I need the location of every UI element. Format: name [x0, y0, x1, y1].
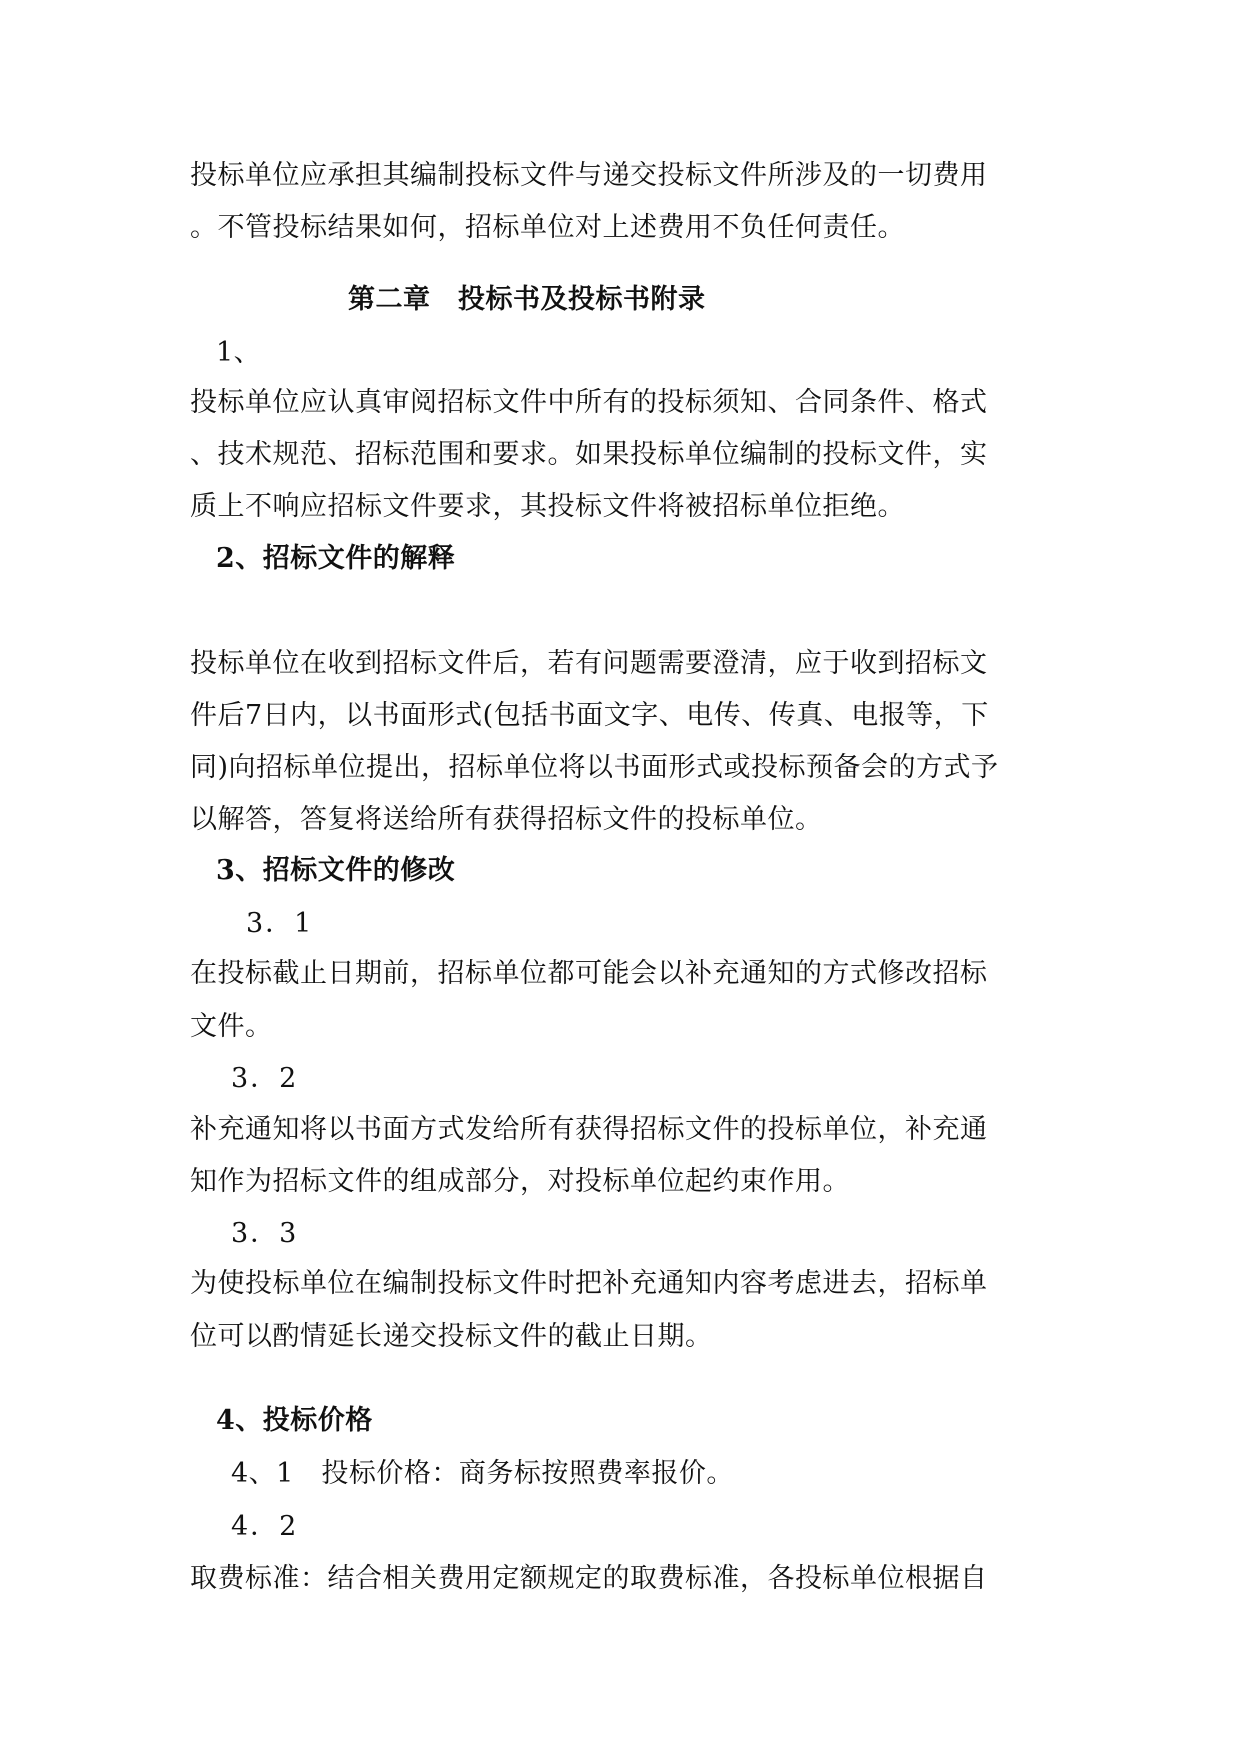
- paragraph-line: 件后7日内，以书面形式(包括书面文字、电传、传真、电报等，下: [190, 700, 989, 731]
- paragraph-line: 以解答，答复将送给所有获得招标文件的投标单位。: [190, 804, 823, 835]
- paragraph-line: 取费标准：结合相关费用定额规定的取费标准，各投标单位根据自: [190, 1563, 988, 1594]
- paragraph-line: 知作为招标文件的组成部分，对投标单位起约束作用。: [190, 1166, 850, 1197]
- paragraph-line: 投标单位在收到招标文件后，若有问题需要澄清，应于收到招标文: [190, 648, 988, 679]
- paragraph-line: 补充通知将以书面方式发给所有获得招标文件的投标单位，补充通: [190, 1114, 988, 1145]
- section-heading: 3、招标文件的修改: [216, 855, 456, 886]
- paragraph-line: 同)向招标单位提出，招标单位将以书面形式或投标预备会的方式予: [190, 752, 999, 783]
- section-heading: 4、投标价格: [216, 1405, 373, 1436]
- chapter-title: 第二章 投标书及投标书附录: [348, 284, 706, 315]
- section-number: 1、: [216, 337, 262, 368]
- paragraph-line: 投标单位应认真审阅招标文件中所有的投标须知、合同条件、格式: [190, 387, 988, 418]
- paragraph-line: 为使投标单位在编制投标文件时把补充通知内容考虑进去，招标单: [190, 1268, 988, 1299]
- subsection-item: 4、1 投标价格：商务标按照费率报价。: [231, 1458, 734, 1489]
- intro-line: 投标单位应承担其编制投标文件与递交投标文件所涉及的一切费用: [190, 160, 988, 191]
- paragraph-line: 在投标截止日期前，招标单位都可能会以补充通知的方式修改招标: [190, 958, 988, 989]
- paragraph-line: 质上不响应招标文件要求，其投标文件将被招标单位拒绝。: [190, 491, 905, 522]
- subsection-number: 3．1: [246, 908, 314, 939]
- subsection-number: 4．2: [231, 1511, 299, 1542]
- section-heading: 2、招标文件的解释: [216, 543, 456, 574]
- paragraph-line: 文件。: [190, 1011, 273, 1042]
- paragraph-line: 、技术规范、招标范围和要求。如果投标单位编制的投标文件，实: [190, 439, 988, 470]
- paragraph-line: 位可以酌情延长递交投标文件的截止日期。: [190, 1321, 713, 1352]
- subsection-number: 3．3: [231, 1218, 299, 1249]
- intro-line: 。不管投标结果如何，招标单位对上述费用不负任何责任。: [190, 212, 905, 243]
- subsection-number: 3．2: [231, 1063, 299, 1094]
